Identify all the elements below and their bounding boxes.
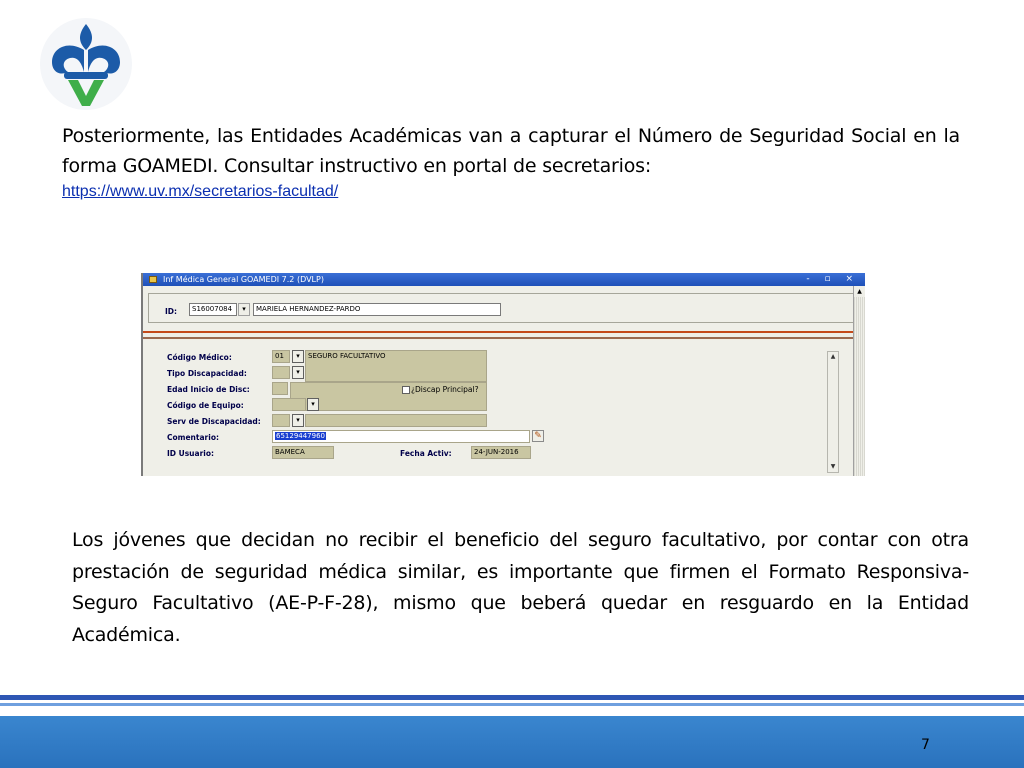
fecha-activ-field: 24-JUN-2016: [471, 446, 531, 459]
form-divider: [143, 331, 865, 333]
tipo-discapacidad-dropdown[interactable]: ▾: [292, 366, 304, 379]
tipo-discapacidad-label: Tipo Discapacidad:: [167, 369, 247, 378]
body-paragraph: Los jóvenes que decidan no recibir el beneficio del seguro facultativo, por contar con otra prestación de seguridad médica similar, es importante que firmen el Formato Responsiva-Seguro Facultativo (AE-P-F-28), mismo que beberá quedar en resguardo en la Entidad Académica.: [72, 529, 969, 646]
codigo-equipo-label: Código de Equipo:: [167, 401, 244, 410]
window-vertical-scrollbar[interactable]: [853, 286, 865, 476]
secretarios-portal-link[interactable]: https://www.uv.mx/secretarios-facultad/: [62, 183, 339, 200]
scroll-down-icon[interactable]: ▼: [830, 463, 836, 470]
codigo-medico-input[interactable]: 01: [272, 350, 290, 363]
intro-paragraph: Posteriormente, las Entidades Académicas van a capturar el Número de Seguridad Social en la forma GOAMEDI. Consultar instructivo en portal de secretarios:: [62, 125, 960, 177]
id-lookup-button[interactable]: ▾: [238, 303, 250, 316]
window-controls[interactable]: - ▫ ×: [806, 274, 859, 284]
id-input[interactable]: S16007084: [189, 303, 237, 316]
window-scroll-up-icon[interactable]: ▲: [854, 286, 865, 297]
edad-inicio-label: Edad Inicio de Disc:: [167, 385, 250, 394]
edit-pencil-icon[interactable]: ✎: [532, 430, 544, 442]
fecha-activ-label: Fecha Activ:: [400, 449, 452, 458]
goamedi-form-window: [141, 273, 865, 476]
form-vertical-scrollbar[interactable]: [827, 351, 839, 473]
codigo-medico-description: SEGURO FACULTATIVO: [305, 350, 487, 382]
id-label: ID:: [165, 307, 178, 316]
serv-discapacidad-input[interactable]: [272, 414, 290, 427]
id-name-field: MARIELA HERNANDEZ-PARDO: [253, 303, 501, 316]
comentario-value: 65129447960: [276, 432, 325, 440]
scroll-up-icon[interactable]: ▲: [830, 353, 836, 360]
serv-discapacidad-description: [305, 414, 487, 427]
serv-discapacidad-dropdown[interactable]: ▾: [292, 414, 304, 427]
uv-logo-icon: [38, 16, 134, 112]
codigo-equipo-input[interactable]: [272, 398, 306, 411]
codigo-equipo-dropdown[interactable]: ▾: [307, 398, 319, 411]
discap-principal-label: ¿Discap Principal?: [411, 385, 479, 394]
codigo-medico-label: Código Médico:: [167, 353, 232, 362]
codigo-medico-dropdown[interactable]: ▾: [292, 350, 304, 363]
discap-principal-checkbox[interactable]: [402, 386, 410, 394]
form-title: Inf Médica General GOAMEDI 7.2 (DVLP): [163, 275, 324, 284]
comentario-label: Comentario:: [167, 433, 219, 442]
form-window-icon: [149, 276, 157, 283]
id-usuario-field: BAMECA: [272, 446, 334, 459]
page-number: 7: [921, 737, 930, 753]
footer-stripe-light: [0, 703, 1024, 706]
edad-inicio-input[interactable]: [272, 382, 288, 395]
id-usuario-label: ID Usuario:: [167, 449, 215, 458]
tipo-discapacidad-input[interactable]: [272, 366, 290, 379]
comentario-input[interactable]: [272, 430, 530, 443]
footer-bar: [0, 716, 1024, 768]
footer-stripe: [0, 695, 1024, 700]
form-divider-secondary: [143, 337, 865, 339]
form-titlebar: [143, 273, 865, 286]
serv-discapacidad-label: Serv de Discapacidad:: [167, 417, 261, 426]
